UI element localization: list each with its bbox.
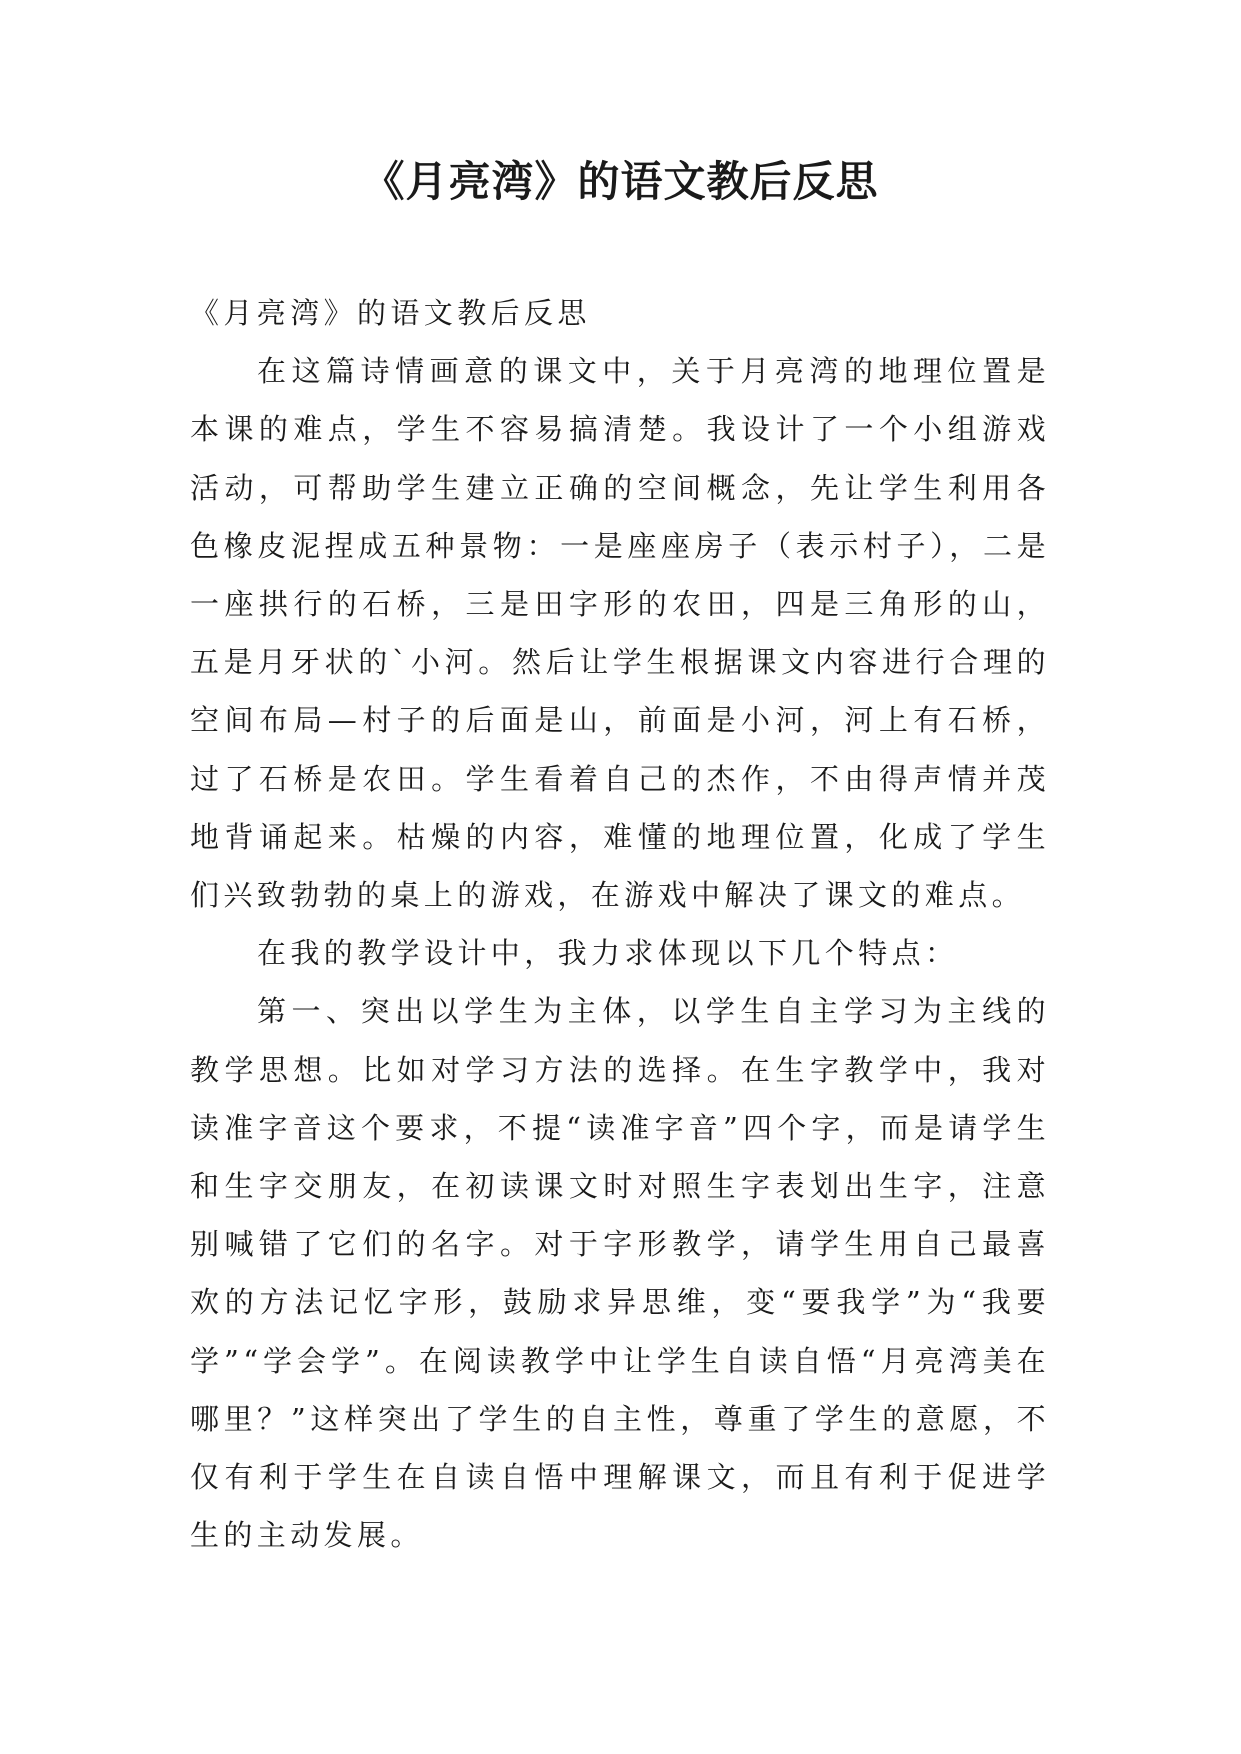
paragraph-3: 第一、突出以学生为主体，以学生自主学习为主线的教学思想。比如对学习方法的选择。在生字教学中，我对读准字音这个要求，不提“读准字音”四个字，而是请学生和生字交朋友，在初读课文时对照生字表划出生字，注意别喊错了它们的名字。对于字形教学，请学生用自己最喜欢的方法记忆字形，鼓励求异思维，变“要我学”为“我要学”“学会学”。在阅读教学中让学生自读自悟“月亮湾美在哪里？”这样突出了学生的自主性，尊重了学生的意愿，不仅有利于学生在自读自悟中理解课文，而且有利于促进学生的主动发展。 [190,994,1050,1553]
paragraph-2: 在我的教学设计中，我力求体现以下几个特点： [257,936,959,971]
document-title: 《月亮湾》的语文教后反思 [362,157,879,206]
document-subtitle: 《月亮湾》的语文教后反思 [190,296,591,330]
paragraph-1: 在这篇诗情画意的课文中，关于月亮湾的地理位置是本课的难点，学生不容易搞清楚。我设计了一个小组游戏活动，可帮助学生建立正确的空间概念，先让学生利用各色橡皮泥捏成五种景物：一是座座房子（表示村子），二是一座拱行的石桥，三是田字形的农田，四是三角形的山，五是月牙状的`小河。然后让学生根据课文内容进行合理的空间布局—村子的后面是山，前面是小河，河上有石桥，过了石桥是农田。学生看着自己的杰作，不由得声情并茂地背诵起来。枯燥的内容，难懂的地理位置，化成了学生们兴致勃勃的桌上的游戏，在游戏中解决了课文的难点。 [190,354,1050,913]
document-body [190,284,1050,1564]
